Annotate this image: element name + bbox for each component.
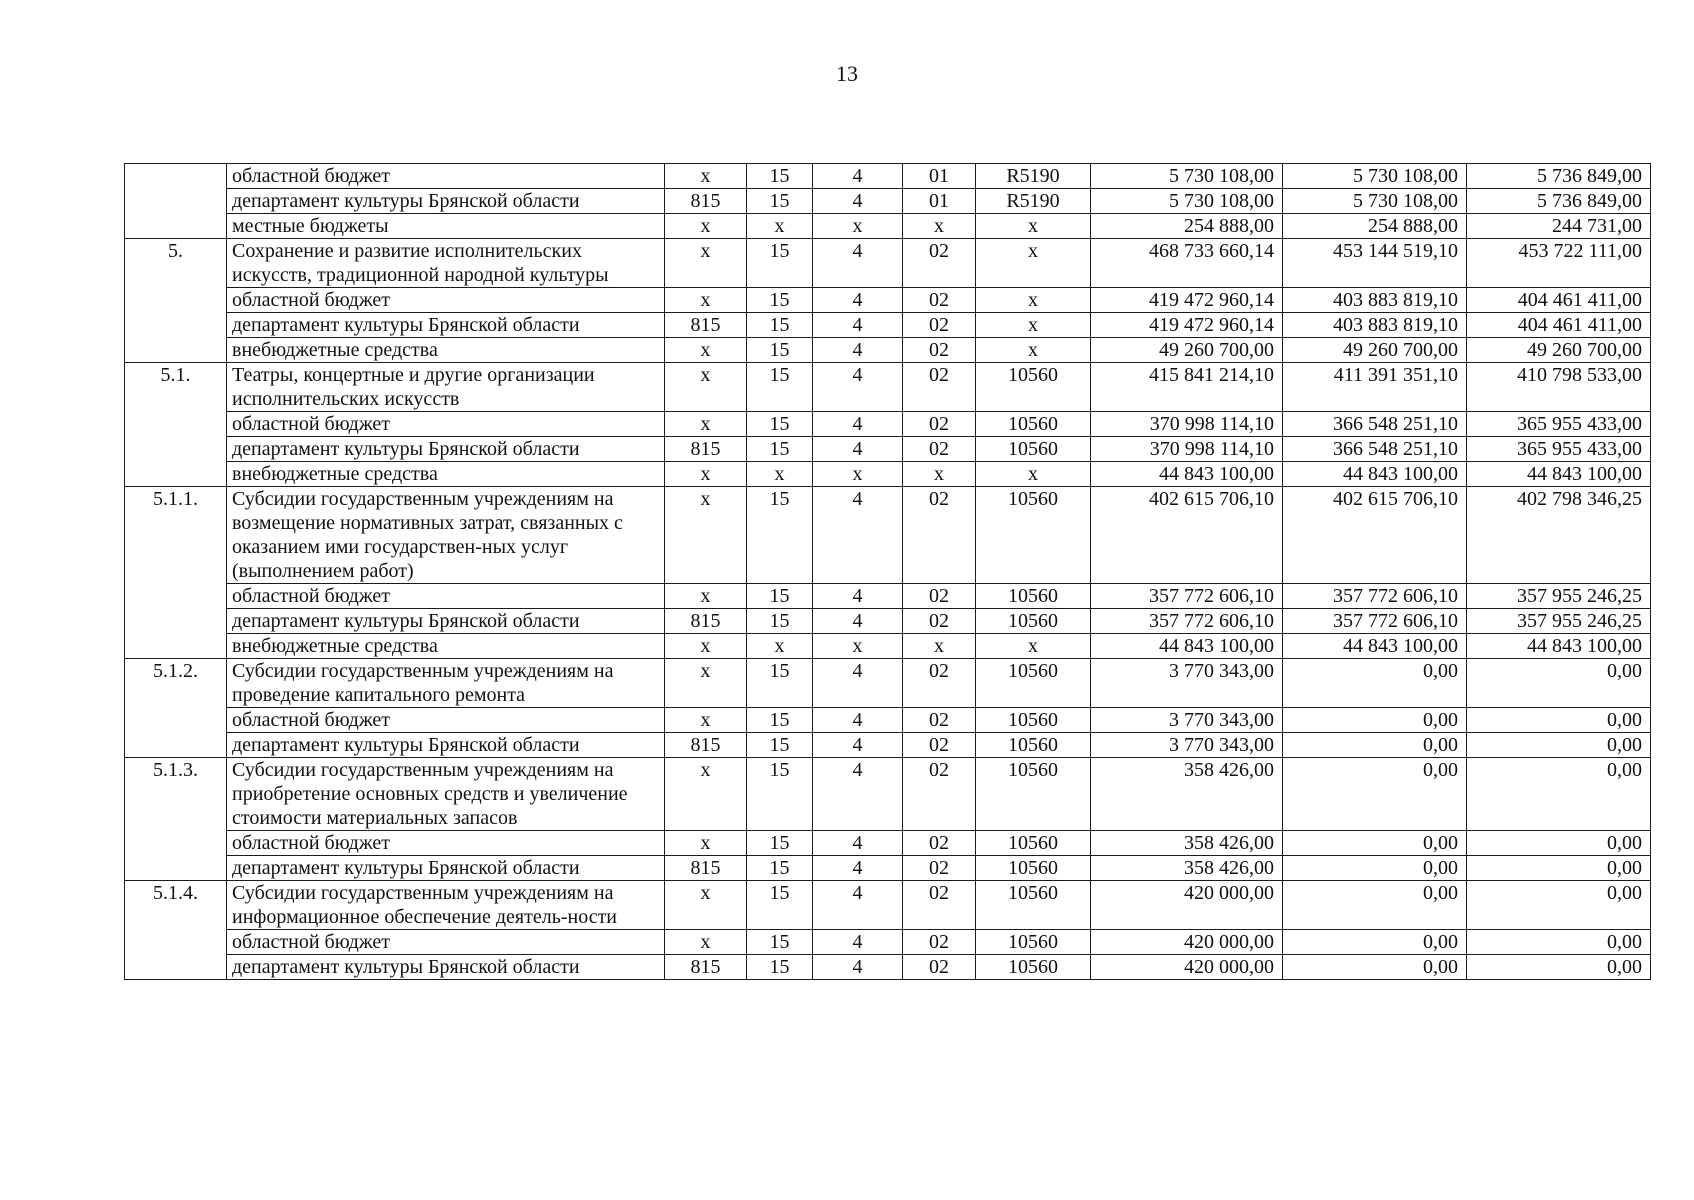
item-name-cell: областной бюджет xyxy=(227,831,665,856)
program-code-cell: 15 xyxy=(747,189,813,214)
table-row xyxy=(125,214,1651,239)
subprogram-code-cell: 4 xyxy=(813,338,903,363)
item-number-cell: 5.1. xyxy=(125,363,227,487)
amount-year2-cell: 44 843 100,00 xyxy=(1283,462,1467,487)
subprogram-code-cell: 4 xyxy=(813,584,903,609)
table-row xyxy=(125,412,1651,437)
direction-code-cell: 10560 xyxy=(976,758,1091,831)
amount-year1-cell: 420 000,00 xyxy=(1091,930,1283,955)
amount-year3-cell: 404 461 411,00 xyxy=(1467,313,1651,338)
table-row xyxy=(125,831,1651,856)
item-name-cell: областной бюджет xyxy=(227,412,665,437)
program-code-cell: 15 xyxy=(747,733,813,758)
item-number-cell: 5. xyxy=(125,239,227,363)
program-code-cell: 15 xyxy=(747,758,813,831)
item-name-cell: областной бюджет xyxy=(227,288,665,313)
program-code-cell: 15 xyxy=(747,164,813,189)
direction-code-cell: 10560 xyxy=(976,487,1091,584)
table-row xyxy=(125,955,1651,980)
item-name-cell: местные бюджеты xyxy=(227,214,665,239)
subprogram-code-cell: 4 xyxy=(813,758,903,831)
direction-code-cell: x xyxy=(976,634,1091,659)
amount-year1-cell: 44 843 100,00 xyxy=(1091,634,1283,659)
direction-code-cell: 10560 xyxy=(976,955,1091,980)
direction-code-cell: 10560 xyxy=(976,733,1091,758)
amount-year3-cell: 0,00 xyxy=(1467,659,1651,708)
program-code-cell: 15 xyxy=(747,881,813,930)
grbs-code-cell: x xyxy=(665,634,747,659)
direction-code-cell: 10560 xyxy=(976,584,1091,609)
amount-year3-cell: 0,00 xyxy=(1467,955,1651,980)
grbs-code-cell: x xyxy=(665,363,747,412)
amount-year3-cell: 453 722 111,00 xyxy=(1467,239,1651,288)
subprogram-code-cell: 4 xyxy=(813,412,903,437)
table-row xyxy=(125,189,1651,214)
activity-code-cell: 02 xyxy=(903,239,976,288)
activity-code-cell: 02 xyxy=(903,338,976,363)
table-row xyxy=(125,338,1651,363)
amount-year3-cell: 365 955 433,00 xyxy=(1467,437,1651,462)
item-number-cell: 5.1.1. xyxy=(125,487,227,659)
subprogram-code-cell: 4 xyxy=(813,881,903,930)
grbs-code-cell: x xyxy=(665,584,747,609)
subprogram-code-cell: 4 xyxy=(813,363,903,412)
subprogram-code-cell: 4 xyxy=(813,856,903,881)
grbs-code-cell: x xyxy=(665,831,747,856)
program-code-cell: 15 xyxy=(747,412,813,437)
grbs-code-cell: x xyxy=(665,164,747,189)
table-row xyxy=(125,758,1651,831)
table-row xyxy=(125,708,1651,733)
amount-year1-cell: 402 615 706,10 xyxy=(1091,487,1283,584)
item-name-cell: департамент культуры Брянской области xyxy=(227,437,665,462)
amount-year1-cell: 44 843 100,00 xyxy=(1091,462,1283,487)
grbs-code-cell: x xyxy=(665,239,747,288)
amount-year3-cell: 5 736 849,00 xyxy=(1467,189,1651,214)
grbs-code-cell: x xyxy=(665,881,747,930)
activity-code-cell: 02 xyxy=(903,487,976,584)
table-row xyxy=(125,239,1651,288)
amount-year1-cell: 370 998 114,10 xyxy=(1091,412,1283,437)
direction-code-cell: 10560 xyxy=(976,930,1091,955)
amount-year3-cell: 49 260 700,00 xyxy=(1467,338,1651,363)
direction-code-cell: 10560 xyxy=(976,412,1091,437)
grbs-code-cell: 815 xyxy=(665,609,747,634)
amount-year2-cell: 0,00 xyxy=(1283,856,1467,881)
activity-code-cell: x xyxy=(903,634,976,659)
amount-year1-cell: 5 730 108,00 xyxy=(1091,164,1283,189)
direction-code-cell: 10560 xyxy=(976,831,1091,856)
amount-year1-cell: 419 472 960,14 xyxy=(1091,313,1283,338)
program-code-cell: 15 xyxy=(747,487,813,584)
amount-year1-cell: 3 770 343,00 xyxy=(1091,708,1283,733)
grbs-code-cell: 815 xyxy=(665,437,747,462)
amount-year3-cell: 410 798 533,00 xyxy=(1467,363,1651,412)
amount-year2-cell: 357 772 606,10 xyxy=(1283,584,1467,609)
amount-year2-cell: 0,00 xyxy=(1283,733,1467,758)
amount-year1-cell: 3 770 343,00 xyxy=(1091,659,1283,708)
amount-year2-cell: 402 615 706,10 xyxy=(1283,487,1467,584)
activity-code-cell: 02 xyxy=(903,831,976,856)
amount-year2-cell: 0,00 xyxy=(1283,930,1467,955)
item-name-cell: Субсидии государственным учреждениям на возмещение нормативных затрат, связанных с оказанием ими государствен-ных услуг (выполнением работ) xyxy=(227,487,665,584)
grbs-code-cell: 815 xyxy=(665,856,747,881)
table-row xyxy=(125,634,1651,659)
amount-year1-cell: 420 000,00 xyxy=(1091,955,1283,980)
subprogram-code-cell: 4 xyxy=(813,930,903,955)
amount-year1-cell: 420 000,00 xyxy=(1091,881,1283,930)
amount-year3-cell: 0,00 xyxy=(1467,758,1651,831)
amount-year2-cell: 0,00 xyxy=(1283,708,1467,733)
item-name-cell: Субсидии государственным учреждениям на информационное обеспечение деятель-ности xyxy=(227,881,665,930)
grbs-code-cell: x xyxy=(665,462,747,487)
amount-year1-cell: 357 772 606,10 xyxy=(1091,609,1283,634)
program-code-cell: 15 xyxy=(747,239,813,288)
activity-code-cell: 02 xyxy=(903,758,976,831)
grbs-code-cell: x xyxy=(665,708,747,733)
direction-code-cell: x xyxy=(976,214,1091,239)
amount-year1-cell: 357 772 606,10 xyxy=(1091,584,1283,609)
subprogram-code-cell: 4 xyxy=(813,437,903,462)
item-name-cell: областной бюджет xyxy=(227,930,665,955)
item-name-cell: департамент культуры Брянской области xyxy=(227,609,665,634)
item-name-cell: областной бюджет xyxy=(227,708,665,733)
table-row xyxy=(125,487,1651,584)
grbs-code-cell: x xyxy=(665,930,747,955)
amount-year2-cell: 49 260 700,00 xyxy=(1283,338,1467,363)
activity-code-cell: 02 xyxy=(903,733,976,758)
activity-code-cell: 01 xyxy=(903,164,976,189)
program-code-cell: 15 xyxy=(747,659,813,708)
activity-code-cell: 02 xyxy=(903,881,976,930)
subprogram-code-cell: x xyxy=(813,462,903,487)
amount-year2-cell: 0,00 xyxy=(1283,659,1467,708)
page-number: 13 xyxy=(836,61,858,86)
amount-year3-cell: 44 843 100,00 xyxy=(1467,462,1651,487)
activity-code-cell: 02 xyxy=(903,930,976,955)
table-row xyxy=(125,881,1651,930)
amount-year2-cell: 453 144 519,10 xyxy=(1283,239,1467,288)
item-name-cell: областной бюджет xyxy=(227,164,665,189)
amount-year2-cell: 411 391 351,10 xyxy=(1283,363,1467,412)
amount-year3-cell: 0,00 xyxy=(1467,856,1651,881)
item-number-cell: 5.1.2. xyxy=(125,659,227,758)
program-code-cell: 15 xyxy=(747,363,813,412)
amount-year2-cell: 403 883 819,10 xyxy=(1283,288,1467,313)
table-row xyxy=(125,659,1651,708)
amount-year3-cell: 0,00 xyxy=(1467,930,1651,955)
activity-code-cell: 02 xyxy=(903,412,976,437)
grbs-code-cell: x xyxy=(665,487,747,584)
amount-year3-cell: 0,00 xyxy=(1467,733,1651,758)
direction-code-cell: 10560 xyxy=(976,708,1091,733)
amount-year2-cell: 0,00 xyxy=(1283,955,1467,980)
program-code-cell: 15 xyxy=(747,708,813,733)
program-code-cell: 15 xyxy=(747,930,813,955)
amount-year3-cell: 0,00 xyxy=(1467,831,1651,856)
program-code-cell: 15 xyxy=(747,313,813,338)
item-name-cell: Субсидии государственным учреждениям на проведение капитального ремонта xyxy=(227,659,665,708)
grbs-code-cell: x xyxy=(665,288,747,313)
item-name-cell: Субсидии государственным учреждениям на приобретение основных средств и увеличение стоимости материальных запасов xyxy=(227,758,665,831)
subprogram-code-cell: 4 xyxy=(813,313,903,338)
amount-year1-cell: 358 426,00 xyxy=(1091,758,1283,831)
table-row xyxy=(125,313,1651,338)
amount-year1-cell: 49 260 700,00 xyxy=(1091,338,1283,363)
amount-year3-cell: 357 955 246,25 xyxy=(1467,584,1651,609)
amount-year1-cell: 358 426,00 xyxy=(1091,831,1283,856)
amount-year3-cell: 244 731,00 xyxy=(1467,214,1651,239)
table-row xyxy=(125,609,1651,634)
amount-year2-cell: 0,00 xyxy=(1283,881,1467,930)
direction-code-cell: x xyxy=(976,313,1091,338)
program-code-cell: 15 xyxy=(747,584,813,609)
program-code-cell: 15 xyxy=(747,831,813,856)
item-number-cell xyxy=(125,164,227,239)
grbs-code-cell: 815 xyxy=(665,313,747,338)
amount-year2-cell: 44 843 100,00 xyxy=(1283,634,1467,659)
amount-year1-cell: 3 770 343,00 xyxy=(1091,733,1283,758)
subprogram-code-cell: 4 xyxy=(813,609,903,634)
amount-year1-cell: 254 888,00 xyxy=(1091,214,1283,239)
amount-year1-cell: 419 472 960,14 xyxy=(1091,288,1283,313)
amount-year2-cell: 0,00 xyxy=(1283,831,1467,856)
amount-year2-cell: 357 772 606,10 xyxy=(1283,609,1467,634)
direction-code-cell: 10560 xyxy=(976,659,1091,708)
program-code-cell: 15 xyxy=(747,288,813,313)
direction-code-cell: R5190 xyxy=(976,164,1091,189)
item-name-cell: Сохранение и развитие исполнительских искусств, традиционной народной культуры xyxy=(227,239,665,288)
direction-code-cell: 10560 xyxy=(976,363,1091,412)
subprogram-code-cell: x xyxy=(813,214,903,239)
activity-code-cell: 02 xyxy=(903,313,976,338)
table-row xyxy=(125,930,1651,955)
item-name-cell: департамент культуры Брянской области xyxy=(227,313,665,338)
grbs-code-cell: 815 xyxy=(665,189,747,214)
direction-code-cell: x xyxy=(976,338,1091,363)
activity-code-cell: 02 xyxy=(903,584,976,609)
item-name-cell: внебюджетные средства xyxy=(227,634,665,659)
table-row xyxy=(125,856,1651,881)
item-name-cell: департамент культуры Брянской области xyxy=(227,955,665,980)
item-name-cell: Театры, концертные и другие организации исполнительских искусств xyxy=(227,363,665,412)
table-row xyxy=(125,363,1651,412)
activity-code-cell: 02 xyxy=(903,955,976,980)
subprogram-code-cell: 4 xyxy=(813,708,903,733)
direction-code-cell: R5190 xyxy=(976,189,1091,214)
grbs-code-cell: x xyxy=(665,214,747,239)
amount-year3-cell: 5 736 849,00 xyxy=(1467,164,1651,189)
amount-year2-cell: 5 730 108,00 xyxy=(1283,189,1467,214)
amount-year3-cell: 0,00 xyxy=(1467,881,1651,930)
amount-year1-cell: 358 426,00 xyxy=(1091,856,1283,881)
amount-year2-cell: 0,00 xyxy=(1283,758,1467,831)
grbs-code-cell: x xyxy=(665,338,747,363)
program-code-cell: 15 xyxy=(747,437,813,462)
direction-code-cell: x xyxy=(976,239,1091,288)
amount-year2-cell: 366 548 251,10 xyxy=(1283,412,1467,437)
subprogram-code-cell: 4 xyxy=(813,733,903,758)
activity-code-cell: 01 xyxy=(903,189,976,214)
table-row xyxy=(125,584,1651,609)
item-name-cell: департамент культуры Брянской области xyxy=(227,733,665,758)
direction-code-cell: 10560 xyxy=(976,881,1091,930)
amount-year3-cell: 357 955 246,25 xyxy=(1467,609,1651,634)
amount-year3-cell: 44 843 100,00 xyxy=(1467,634,1651,659)
amount-year1-cell: 468 733 660,14 xyxy=(1091,239,1283,288)
program-code-cell: x xyxy=(747,214,813,239)
amount-year1-cell: 370 998 114,10 xyxy=(1091,437,1283,462)
amount-year2-cell: 403 883 819,10 xyxy=(1283,313,1467,338)
program-code-cell: x xyxy=(747,462,813,487)
activity-code-cell: 02 xyxy=(903,437,976,462)
amount-year3-cell: 365 955 433,00 xyxy=(1467,412,1651,437)
item-number-cell: 5.1.4. xyxy=(125,881,227,980)
program-code-cell: 15 xyxy=(747,338,813,363)
grbs-code-cell: x xyxy=(665,659,747,708)
item-name-cell: департамент культуры Брянской области xyxy=(227,189,665,214)
amount-year1-cell: 5 730 108,00 xyxy=(1091,189,1283,214)
amount-year2-cell: 254 888,00 xyxy=(1283,214,1467,239)
table-row xyxy=(125,733,1651,758)
item-name-cell: областной бюджет xyxy=(227,584,665,609)
program-code-cell: x xyxy=(747,634,813,659)
subprogram-code-cell: 4 xyxy=(813,659,903,708)
amount-year2-cell: 366 548 251,10 xyxy=(1283,437,1467,462)
activity-code-cell: 02 xyxy=(903,609,976,634)
amount-year3-cell: 402 798 346,25 xyxy=(1467,487,1651,584)
subprogram-code-cell: 4 xyxy=(813,164,903,189)
activity-code-cell: 02 xyxy=(903,288,976,313)
subprogram-code-cell: 4 xyxy=(813,239,903,288)
grbs-code-cell: x xyxy=(665,758,747,831)
amount-year2-cell: 5 730 108,00 xyxy=(1283,164,1467,189)
activity-code-cell: x xyxy=(903,462,976,487)
direction-code-cell: 10560 xyxy=(976,437,1091,462)
table-row xyxy=(125,288,1651,313)
item-name-cell: внебюджетные средства xyxy=(227,462,665,487)
activity-code-cell: 02 xyxy=(903,708,976,733)
activity-code-cell: 02 xyxy=(903,856,976,881)
grbs-code-cell: 815 xyxy=(665,955,747,980)
amount-year1-cell: 415 841 214,10 xyxy=(1091,363,1283,412)
program-code-cell: 15 xyxy=(747,609,813,634)
direction-code-cell: 10560 xyxy=(976,856,1091,881)
table-row xyxy=(125,462,1651,487)
subprogram-code-cell: 4 xyxy=(813,288,903,313)
budget-table xyxy=(124,163,1651,980)
subprogram-code-cell: 4 xyxy=(813,955,903,980)
subprogram-code-cell: 4 xyxy=(813,189,903,214)
item-number-cell: 5.1.3. xyxy=(125,758,227,881)
direction-code-cell: x xyxy=(976,462,1091,487)
program-code-cell: 15 xyxy=(747,856,813,881)
grbs-code-cell: x xyxy=(665,412,747,437)
subprogram-code-cell: 4 xyxy=(813,831,903,856)
program-code-cell: 15 xyxy=(747,955,813,980)
direction-code-cell: 10560 xyxy=(976,609,1091,634)
subprogram-code-cell: 4 xyxy=(813,487,903,584)
activity-code-cell: 02 xyxy=(903,659,976,708)
direction-code-cell: x xyxy=(976,288,1091,313)
item-name-cell: внебюджетные средства xyxy=(227,338,665,363)
activity-code-cell: x xyxy=(903,214,976,239)
table-body xyxy=(125,164,1651,980)
table-row xyxy=(125,164,1651,189)
grbs-code-cell: 815 xyxy=(665,733,747,758)
subprogram-code-cell: x xyxy=(813,634,903,659)
activity-code-cell: 02 xyxy=(903,363,976,412)
table-row xyxy=(125,437,1651,462)
item-name-cell: департамент культуры Брянской области xyxy=(227,856,665,881)
amount-year3-cell: 0,00 xyxy=(1467,708,1651,733)
amount-year3-cell: 404 461 411,00 xyxy=(1467,288,1651,313)
